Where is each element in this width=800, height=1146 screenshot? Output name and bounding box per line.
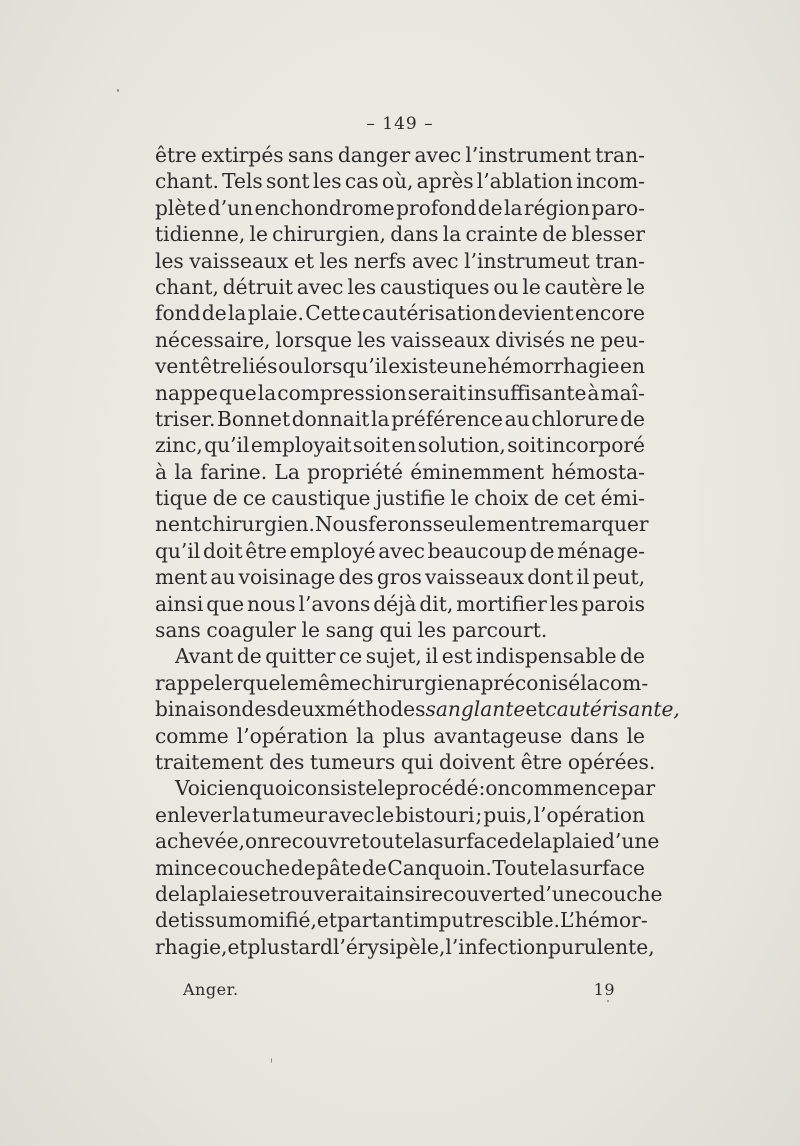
paper-speck (117, 89, 119, 92)
text-line: à la farine. La propriété éminemment hémosta- (155, 459, 645, 484)
text-line: rhagie, et plus tard l’érysipèle, l’infection purulente, (155, 934, 655, 959)
text-line: sans coaguler le sang qui les parcourt. (155, 618, 548, 643)
text-line: comme l’opération la plus avantageuse dans le (155, 723, 645, 748)
paper-speck (607, 1000, 609, 1002)
text-line: Voici en quoi consiste le procédé : on commence par (175, 776, 656, 801)
text-line: ainsi que nous l’avons déjà dit, mortifier les parois (155, 591, 645, 616)
text-line: traitement des tumeurs qui doivent être opérées. (155, 749, 656, 774)
text-line: de tissu momifié, et partant imputrescible. L’hémor- (155, 908, 648, 933)
text-line: mince couche de pâte de Canquoin. Toute la surface (155, 855, 645, 880)
text-line: binaison des deux méthodes sanglante et cautérisante, (155, 697, 680, 722)
text-line: Avant de quitter ce sujet, il est indispensable de (175, 644, 645, 669)
text-line: nent chirurgien. Nous ferons seulement remarquer (155, 512, 649, 537)
page-footer (183, 980, 615, 999)
page-number: – 149 – (366, 114, 434, 134)
text-line: nappe que la compression serait insuffisante à maî- (155, 380, 645, 405)
text-line: de la plaie se trouverait ainsi recouverte d’une couche (155, 881, 663, 906)
text-line: être extirpés sans danger avec l’instrument tran- (155, 143, 645, 167)
text-line: rappeler que le même chirurgien a préconisé la com- (155, 670, 649, 695)
text-line: plète d’un enchondrome profond de la région paro- (155, 195, 645, 220)
text-line: ment au voisinage des gros vaisseaux dont il peut, (155, 565, 645, 590)
text-line: vent être liés ou lorsqu’il existe une hémorrhagie en (155, 354, 645, 379)
italic-term: cautérisante, (545, 697, 680, 722)
text-line: nécessaire, lorsque les vaisseaux divisés ne peu- (155, 327, 645, 352)
text-line: enlever la tumeur avec le bistouri ; puis, l’opération (155, 802, 645, 827)
text-line: chant. Tels sont les cas où, après l’ablation incom- (155, 169, 645, 194)
italic-term: sanglante (425, 697, 526, 722)
footer-signature: 19 (593, 980, 615, 999)
footer-author: Anger. (183, 980, 239, 999)
text-line: qu’il doit être employé avec beaucoup de ménage- (155, 538, 645, 563)
text-line: fond de la plaie. Cette cautérisation devient encore (155, 301, 645, 326)
body-text (155, 142, 680, 960)
text-line: les vaisseaux et les nerfs avec l’instrumeut tran- (155, 248, 645, 273)
text-line: chant, détruit avec les caustiques ou le cautère le (155, 274, 645, 299)
text-line: zinc, qu’il employait soit en solution, soit incorporé (155, 433, 645, 458)
text-line: tique de ce caustique justifie le choix de cet émi- (155, 486, 645, 511)
text-line: triser. Bonnet donnait la préférence au chlorure de (155, 406, 645, 431)
paper-speck (271, 1058, 272, 1063)
text-line: tidienne, le chirurgien, dans la crainte de blesser (155, 222, 645, 247)
text-line: achevée, on recouvre toute la surface de la plaie d’une (155, 829, 660, 854)
